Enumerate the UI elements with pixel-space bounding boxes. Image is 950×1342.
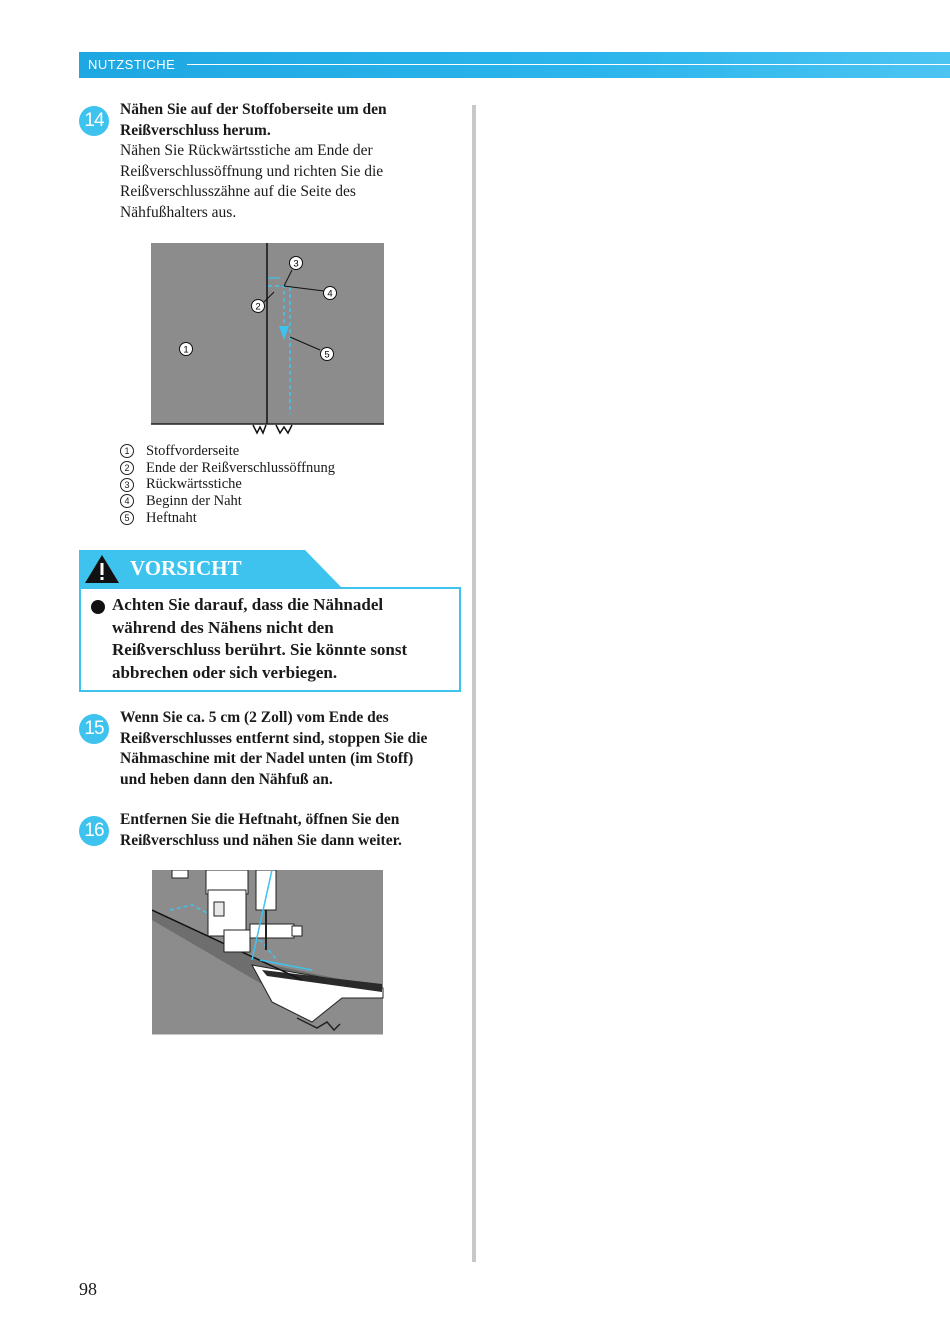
step-15-line: und heben dann den Nähfuß an. (120, 770, 333, 788)
step-16-text (120, 810, 465, 851)
caution-title: VORSICHT (130, 556, 242, 580)
caution-line: Achten Sie darauf, dass die Nähnadel (112, 595, 384, 614)
step-number-14: 14 (79, 106, 109, 136)
section-header-bar (79, 52, 950, 78)
callout-5 (321, 348, 334, 361)
callout-1 (180, 343, 193, 356)
callout-2 (252, 300, 265, 313)
legend-item: 4 Beginn der Naht (120, 493, 335, 510)
svg-text:3: 3 (293, 258, 299, 270)
step-15-line: Wenn Sie ca. 5 cm (2 Zoll) vom Ende des (120, 709, 389, 726)
step-15-line: Reißverschlusses entfernt sind, stoppen Sie die (120, 729, 428, 747)
legend-item: 2 Ende der Reißverschlussöffnung (120, 460, 335, 477)
caution-box (79, 587, 461, 692)
caution-line: während des Nähens nicht den (112, 617, 334, 637)
legend-label: Rückwärtsstiche (146, 476, 242, 493)
legend-item: 1 Stoffvorderseite (120, 443, 335, 460)
header-rule (187, 64, 950, 65)
zipper-stitch-diagram (150, 242, 386, 437)
step-16-line: Reißverschluss und nähen Sie dann weiter. (120, 831, 402, 849)
step-number-15: 15 (79, 714, 109, 744)
figure-legend (120, 443, 335, 526)
legend-item: 3 Rückwärtsstiche (120, 476, 335, 493)
step-14-body-line: Nähfußhalters aus. (120, 203, 237, 221)
callout-3 (290, 257, 303, 270)
step-15-line: Nähmaschine mit der Nadel unten (im Stoff) (120, 750, 414, 767)
step-number-16: 16 (79, 816, 109, 846)
step-14-title-line: Reißverschluss herum. (120, 121, 271, 139)
caution-line: abbrechen oder sich verbiegen. (112, 662, 338, 682)
step-14-text (120, 100, 465, 223)
bullet-icon (91, 600, 105, 614)
svg-text:2: 2 (255, 301, 261, 313)
caution-text (112, 594, 452, 684)
zipper-teeth-mark (276, 425, 292, 433)
callout-4 (324, 287, 337, 300)
legend-label: Stoffvorderseite (146, 443, 240, 459)
legend-label: Heftnaht (146, 509, 197, 526)
step-14-body-line: Nähen Sie Rückwärtsstiche am Ende der (120, 142, 373, 159)
legend-label: Beginn der Naht (146, 493, 242, 510)
zipper-teeth-mark (253, 425, 266, 433)
step-16-line: Entfernen Sie die Heftnaht, öffnen Sie den (120, 811, 400, 828)
section-title: NUTZSTICHE (88, 57, 176, 72)
step-14-body-line: Reißverschlusszähne auf die Seite des (120, 183, 356, 200)
caution-line: Reißverschluss berührt. Sie könnte sonst (112, 640, 408, 659)
svg-text:4: 4 (327, 288, 333, 300)
presser-foot-sewing-figure (152, 870, 384, 1036)
column-divider (472, 105, 476, 1262)
step-14-body-line: Reißverschlussöffnung und richten Sie die (120, 162, 384, 180)
step-15-text (120, 708, 465, 790)
svg-text:5: 5 (324, 349, 330, 361)
page-number: 98 (79, 1279, 97, 1299)
legend-label: Ende der Reißverschlussöffnung (146, 459, 335, 476)
legend-item: 5 Heftnaht (120, 510, 335, 527)
svg-text:1: 1 (183, 344, 189, 356)
step-14-title-line: Nähen Sie auf der Stoffoberseite um den (120, 101, 387, 118)
